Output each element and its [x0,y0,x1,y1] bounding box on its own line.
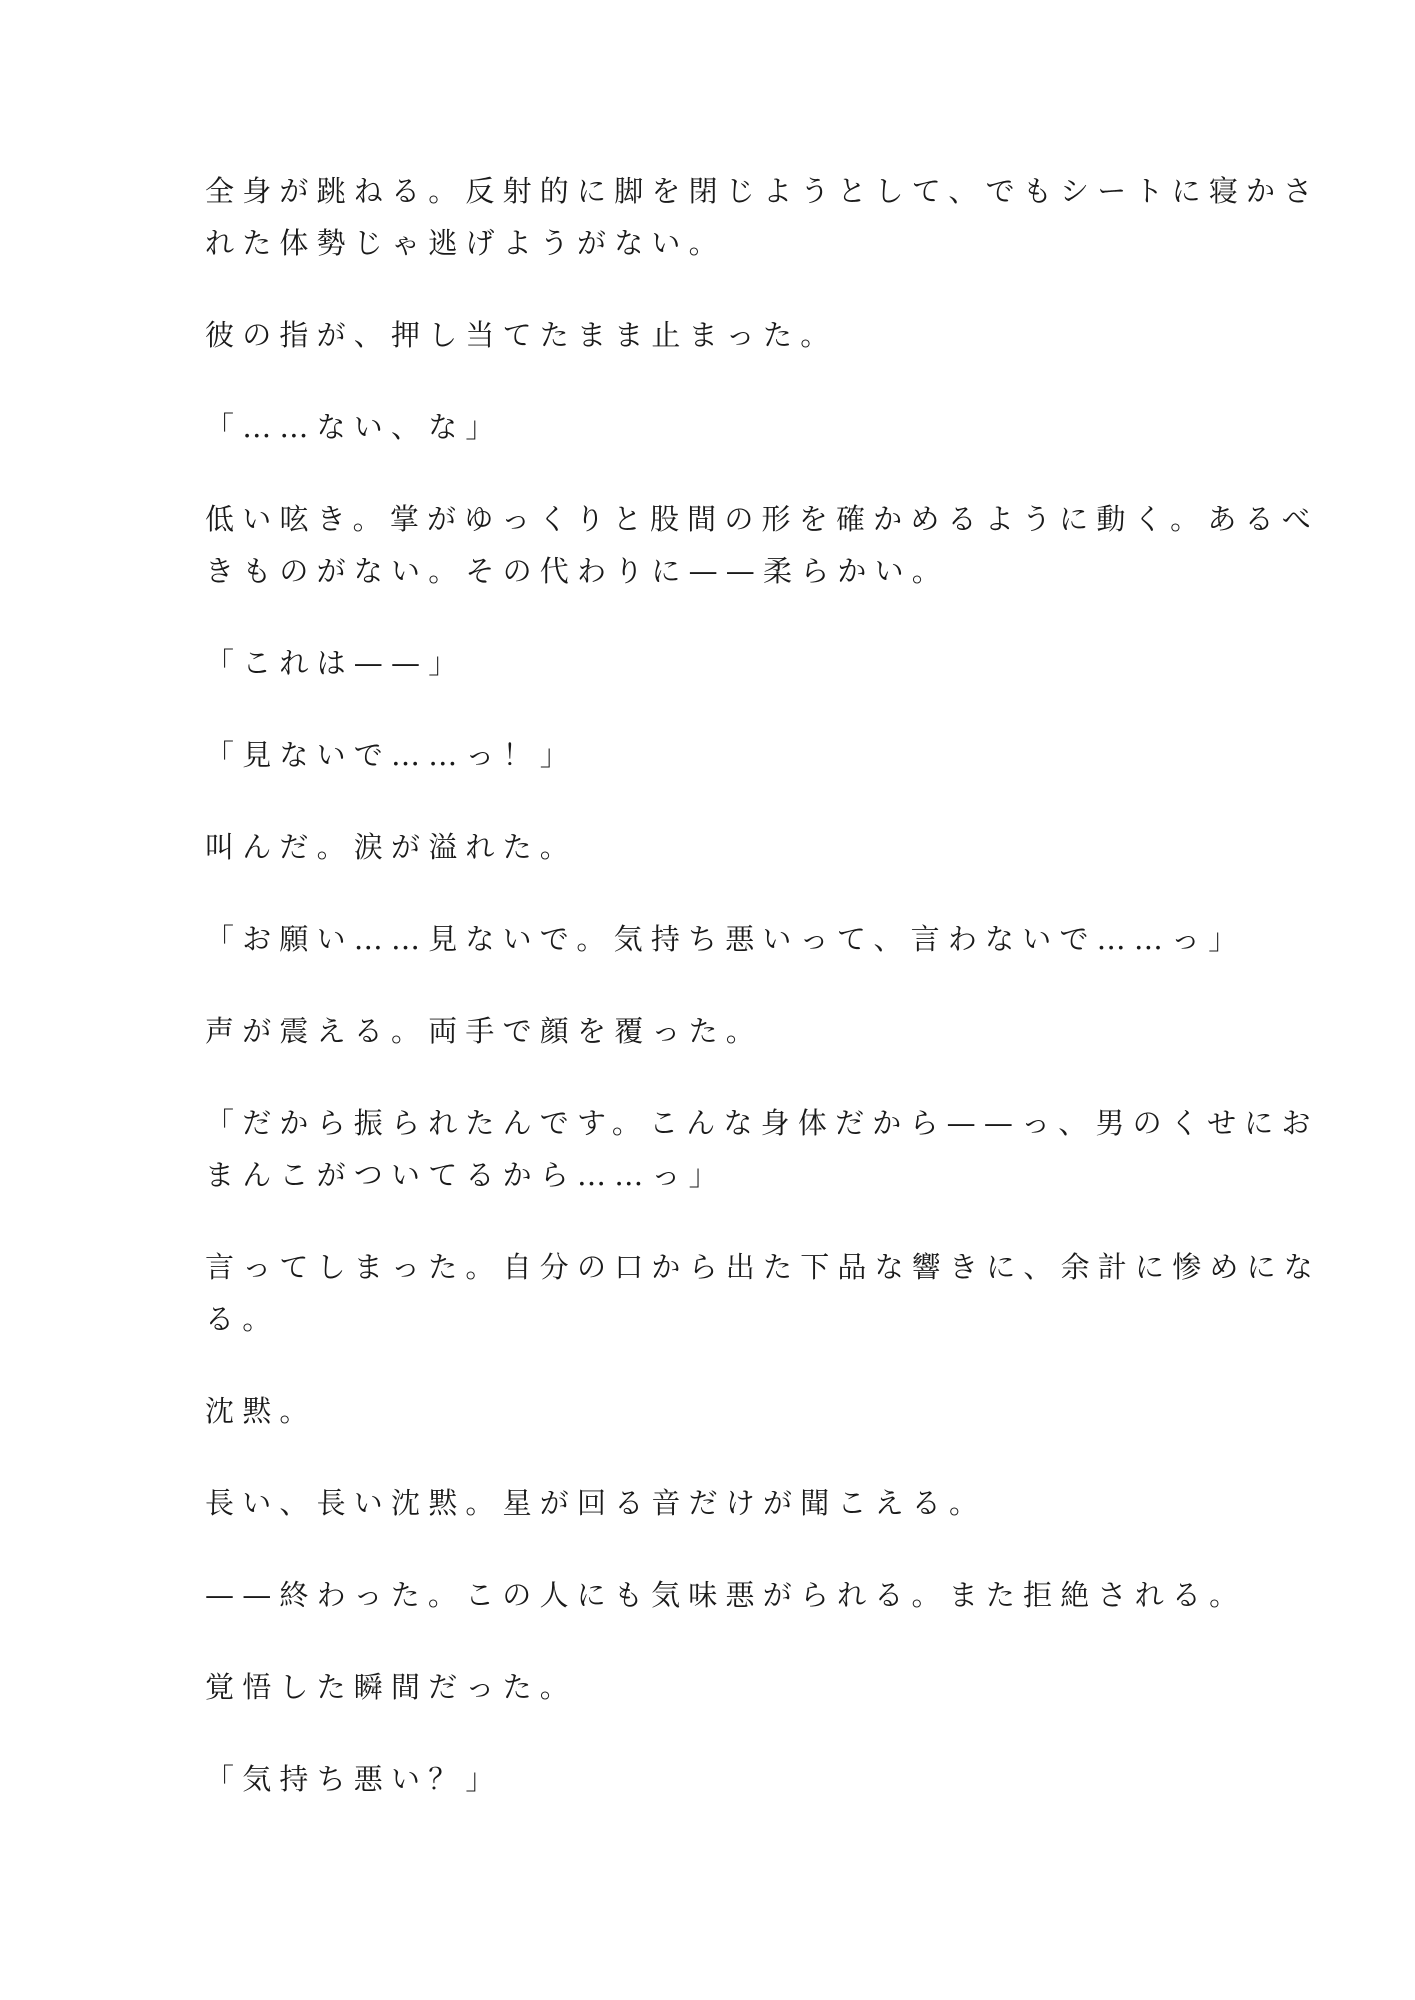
body-text [205,165,1322,1845]
paragraph [205,309,1205,361]
text-line: 言ってしまった。自分の口から出た下品な響きに、余計に惨めにな [205,1250,1322,1284]
text-line: まんこがついてるから……っ」 [205,1158,726,1192]
paragraph [205,1477,1205,1529]
text-line: 「気持ち悪い？」 [205,1762,503,1796]
paragraph [205,493,1319,597]
text-line: れた体勢じゃ逃げようがない。 [205,226,726,260]
dialogue-line [205,637,1205,689]
paragraph [205,1569,1247,1621]
paragraph [205,1661,1205,1713]
text-line: きものがない。その代わりに——柔らかい。 [205,554,950,588]
text-line: 「これは——」 [205,646,466,680]
text-line: 覚悟した瞬間だった。 [205,1670,578,1704]
dialogue-line [205,1753,1205,1805]
paragraph [205,1005,1205,1057]
text-line: 「見ないで……っ！」 [205,738,578,772]
text-line: 「お願い……見ないで。気持ち悪いって、言わないで……っ」 [205,922,1246,956]
dialogue-line [205,913,1246,965]
text-line: 「……ない、な」 [205,410,503,444]
text-line: 沈黙。 [205,1394,317,1428]
text-line: 長い、長い沈黙。星が回る音だけが聞こえる。 [205,1486,987,1520]
text-line: る。 [205,1302,280,1336]
text-line: ——終わった。この人にも気味悪がられる。また拒絶される。 [205,1578,1247,1612]
dialogue-line [205,1097,1319,1201]
text-line: 「だから振られたんです。こんな身体だから——っ、男のくせにお [205,1106,1319,1140]
text-line: 声が震える。両手で顔を覆った。 [205,1014,764,1048]
paragraph [205,1241,1322,1345]
dialogue-line [205,401,1205,453]
text-line: 叫んだ。涙が溢れた。 [205,830,578,864]
paragraph [205,1385,1205,1437]
paragraph [205,821,1205,873]
text-line: 全身が跳ねる。反射的に脚を閉じようとして、でもシートに寝かさ [205,174,1321,208]
paragraph [205,165,1321,269]
text-line: 彼の指が、押し当てたまま止まった。 [205,318,838,352]
text-line: 低い呟き。掌がゆっくりと股間の形を確かめるように動く。あるべ [205,502,1319,536]
dialogue-line [205,729,1205,781]
